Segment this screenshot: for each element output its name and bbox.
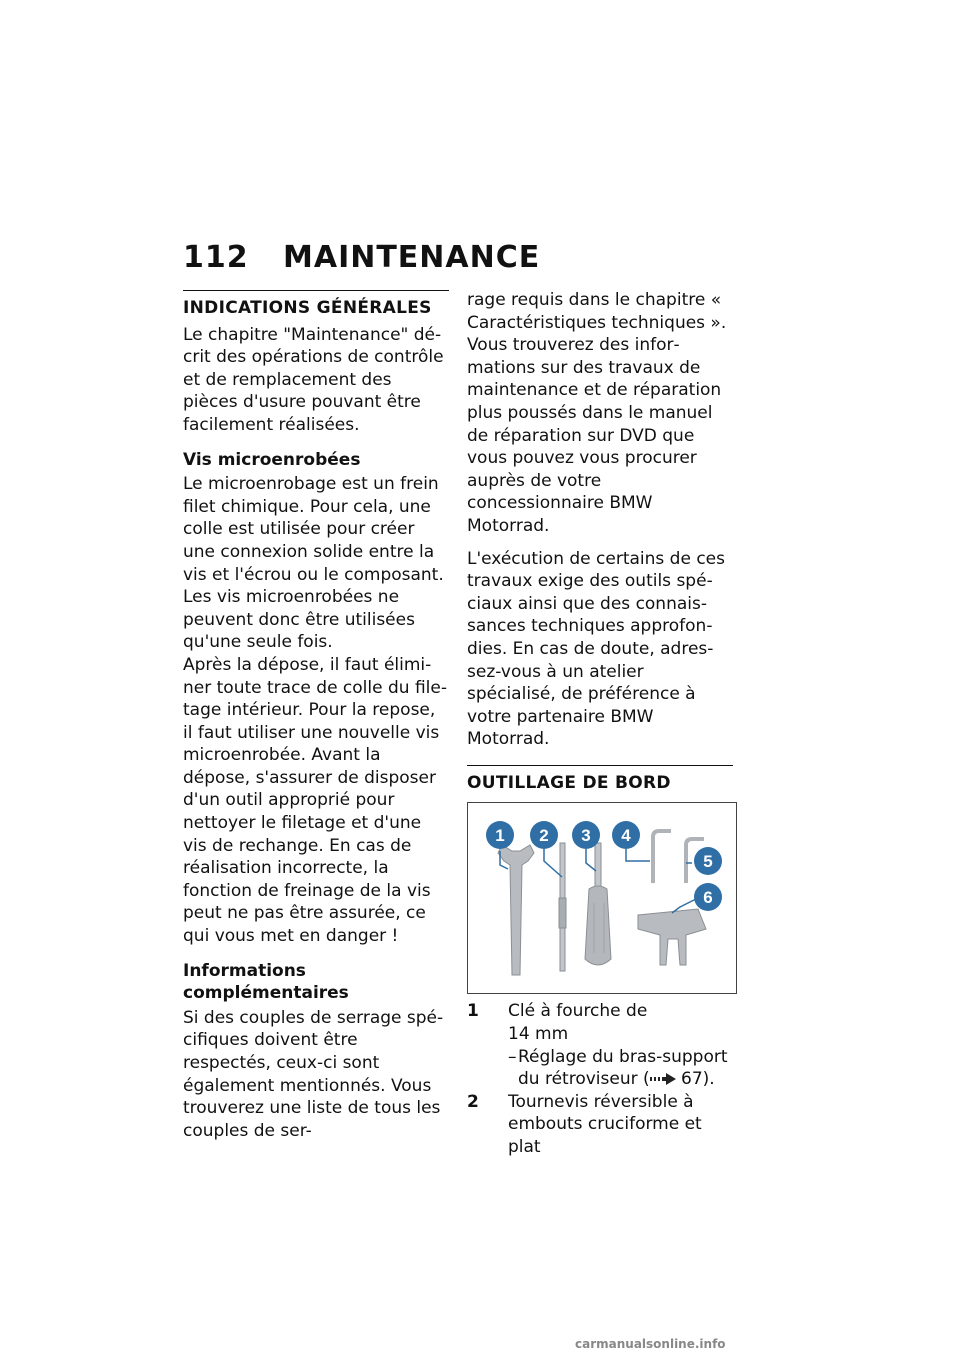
item-text: Tournevis réversible à embouts cruciforme et plat — [508, 1091, 702, 1158]
badge-3 — [572, 821, 600, 849]
section-divider — [183, 290, 449, 291]
info-paragraph: Si des couples de serrage spécifiques doivent être respectés, ceux-ci sont également mentionnés. Vous trouverez une liste de tous les couples de ser- — [183, 1007, 444, 1141]
toolkit-figure — [467, 802, 737, 994]
badge-4 — [612, 821, 640, 849]
list-item — [467, 1000, 733, 1045]
svg-text:5: 5 — [703, 852, 713, 872]
svg-text:3: 3 — [581, 826, 591, 846]
svg-text:2: 2 — [539, 826, 549, 846]
right-column — [467, 290, 733, 1159]
item-number: 1 — [467, 1001, 479, 1022]
screwdriver-bit-icon — [559, 843, 566, 971]
svg-text:1: 1 — [495, 826, 505, 846]
screws-paragraph-1: Le microenrobage est un frein filet chimique. Pour cela, une colle est utilisée pour créer une connexion solide entre la vis et l'écrou ou le composant. Les vis microenrobées ne peuvent donc être utilisées qu'une seule fois. — [183, 474, 444, 653]
toolkit-list — [467, 1000, 733, 1158]
svg-text:4: 4 — [621, 826, 631, 846]
item-number: 2 — [467, 1091, 479, 1112]
intro-paragraph: Le chapitre "Maintenance" décrit des opérations de contrôle et de remplacement des pièces d'usure pouvant être facilement réalisées. — [183, 324, 444, 435]
footer-watermark: carmanualsonline.info — [575, 1337, 726, 1351]
page-reference[interactable]: 67). — [681, 1069, 715, 1090]
page-reference-arrow-icon — [650, 1073, 676, 1085]
list-item — [467, 1091, 733, 1159]
badge-1 — [486, 821, 514, 849]
badge-2 — [530, 821, 558, 849]
tools-paragraph: L'exécution de certains de ces travaux exige des outils spéciaux ainsi que des connaissances techniques approfondies. En cas de doute, adressez-vous à un atelier spécialisé, de préférence à votre partenaire BMW Motorrad. — [467, 548, 725, 750]
plate-tool-icon — [638, 909, 706, 965]
sub-item-text: Réglage du bras-support du rétroviseur ( 67). — [518, 1046, 728, 1090]
section-title-general: INDICATIONS GÉNÉRALES — [183, 298, 432, 318]
section-title-toolkit: OUTILLAGE DE BORD — [467, 772, 671, 793]
subsection-title-screws: Vis microenrobées — [183, 449, 361, 470]
chapter-title: MAINTENANCE — [283, 240, 541, 275]
page-number: 112 — [183, 240, 249, 275]
item-text: Clé à fourche de 14 mm — [508, 1001, 648, 1045]
badge-6 — [694, 883, 722, 911]
sub-item: – Réglage du bras-support du rétroviseur ( 67). — [467, 1046, 733, 1091]
svg-text:6: 6 — [703, 888, 713, 908]
left-column — [183, 290, 449, 1152]
screwdriver-handle-icon — [585, 843, 611, 965]
section-divider — [467, 765, 733, 766]
subsection-title-info: Informations complémentaires — [183, 960, 349, 1004]
badge-5 — [694, 847, 722, 875]
continued-paragraph: rage requis dans le chapitre « Caractéristiques techniques ». Vous trouverez des informations sur des travaux de maintenance et de réparation plus poussés dans le manuel de réparation sur DVD que vous pouvez vous procurer auprès de votre concessionnaire BMW Motorrad. — [467, 290, 727, 536]
page-header — [183, 240, 540, 275]
toolkit-illustration — [468, 803, 736, 993]
screws-paragraph-2: Après la dépose, il faut éliminer toute trace de colle du filetage intérieur. Pour la repose, il faut utiliser une nouvelle vis microenrobée. Avant la dépose, s'assurer de disposer d'un outil approprié pour nettoyer le filetage et d'une vis de rechange. En cas de réalisation incorrecte, la fonction de freinage de la vis peut ne pas être assurée, ce qui vous met en danger ! — [183, 654, 447, 947]
wrench-icon — [498, 845, 534, 975]
